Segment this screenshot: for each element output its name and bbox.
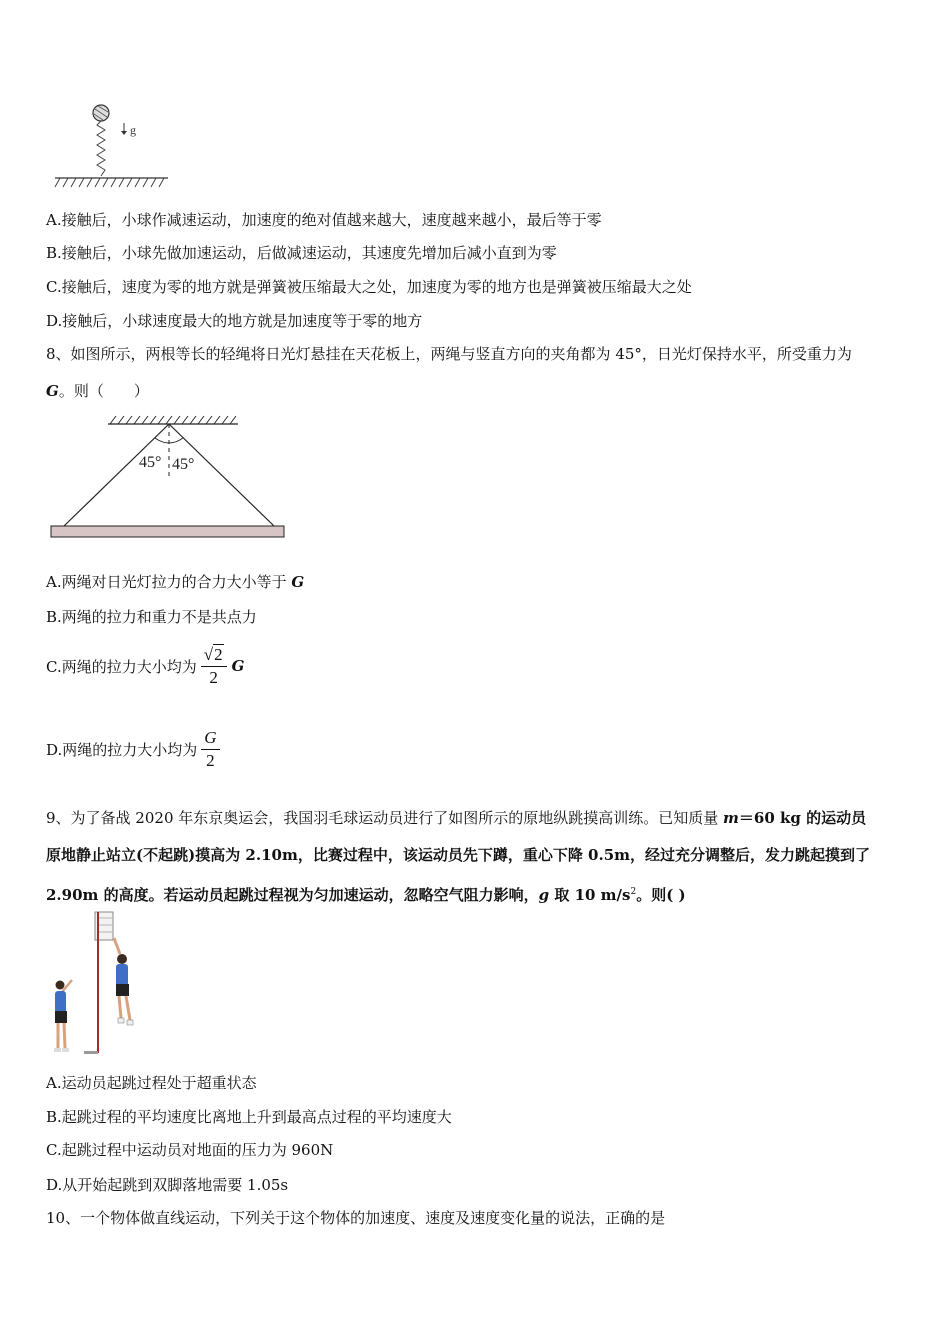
q8-stem-line1: 8、如图所示，两根等长的轻绳将日光灯悬挂在天花板上，两绳与竖直方向的夹角都为 45°，日光灯保持水平，所受重力为 [46,345,852,363]
q8-option-c-denominator: 2 [209,667,218,687]
q9-stem-3b: 取 10 m/s [549,886,631,904]
gravity-label: g [130,123,136,137]
q9-var-g: g [538,886,550,904]
q9-stem-1a: 9、为了备战 2020 年东京奥运会，我国羽毛球运动员进行了如图所示的原地纵跳摸高训练。已知质量 [46,809,724,827]
q9-stem-3a: 2.90m 的高度。若运动员起跳过程视为匀加速运动，忽略空气阻力影响， [46,886,539,904]
q9-option-b[interactable]: B.起跳过程的平均速度比离地上升到最高点过程的平均速度大 [46,1108,452,1126]
q9-stem-line1 [46,808,866,828]
q9-stem-1b: ＝60 kg 的运动员 [738,809,867,827]
q8-option-d-text: D.两绳的拉力大小均为 [46,740,198,759]
q9-option-a[interactable]: A.运动员起跳过程处于超重状态 [46,1074,257,1092]
q8-option-d-numerator: G [201,728,219,750]
q8-option-c-var: G [231,657,245,675]
q8-var-g: G [46,382,59,400]
q8-stem-tail: 。则（ ） [58,382,149,400]
q8-option-c-fraction: $\frac{√2}{2}$ [201,645,227,688]
q8-option-c[interactable] [46,640,244,692]
q9-stem-line2: 原地静止站立(不起跳)摸高为 2.10m，比赛过程中，该运动员先下蹲，重心下降 0.5m，经过充分调整后，发力跳起摸到了 [46,846,871,864]
q7-option-d[interactable]: D.接触后，小球速度最大的地方就是加速度等于零的地方 [46,312,423,330]
q8-option-a[interactable] [46,572,304,592]
q10-stem: 10、一个物体做直线运动，下列关于这个物体的加速度、速度及速度变化量的说法，正确的是 [46,1209,666,1227]
q8-option-a-text: A.两绳对日光灯拉力的合力大小等于 [46,573,292,591]
hanging-lamp-figure [48,412,288,542]
angle-right-label: 45° [172,456,195,473]
q8-option-b[interactable]: B.两绳的拉力和重力不是共点力 [46,608,257,626]
q7-option-b[interactable]: B.接触后，小球先做加速运动，后做减速运动，其速度先增加后减小直到为零 [46,244,557,262]
q9-var-m: m [723,809,739,827]
q8-option-d-denominator: 2 [206,750,215,770]
q8-option-a-var: G [291,573,305,591]
q9-stem-3c: 。则( ) [636,886,686,904]
jump-touch-figure [48,908,148,1058]
q9-option-d[interactable]: D.从开始起跳到双脚落地需要 1.05s [46,1176,289,1194]
q8-option-d-fraction [201,728,219,771]
q7-option-a[interactable]: A.接触后，小球作减速运动，加速度的绝对值越来越大，速度越来越小，最后等于零 [46,211,602,229]
q8-option-c-numerator: 2 [214,644,223,664]
q8-option-d[interactable] [46,724,220,774]
q9-stem-sup: 2 [630,887,637,897]
q8-stem-line2 [46,381,149,401]
angle-left-label: 45° [139,454,162,471]
q7-option-c[interactable]: C.接触后，速度为零的地方就是弹簧被压缩最大之处，加速度为零的地方也是弹簧被压缩最大之处 [46,278,692,296]
q8-option-c-text: C.两绳的拉力大小均为 [46,657,197,676]
q9-option-c[interactable]: C.起跳过程中运动员对地面的压力为 960N [46,1141,334,1159]
q9-stem-line3 [46,882,686,905]
spring-ball-figure [50,98,175,193]
